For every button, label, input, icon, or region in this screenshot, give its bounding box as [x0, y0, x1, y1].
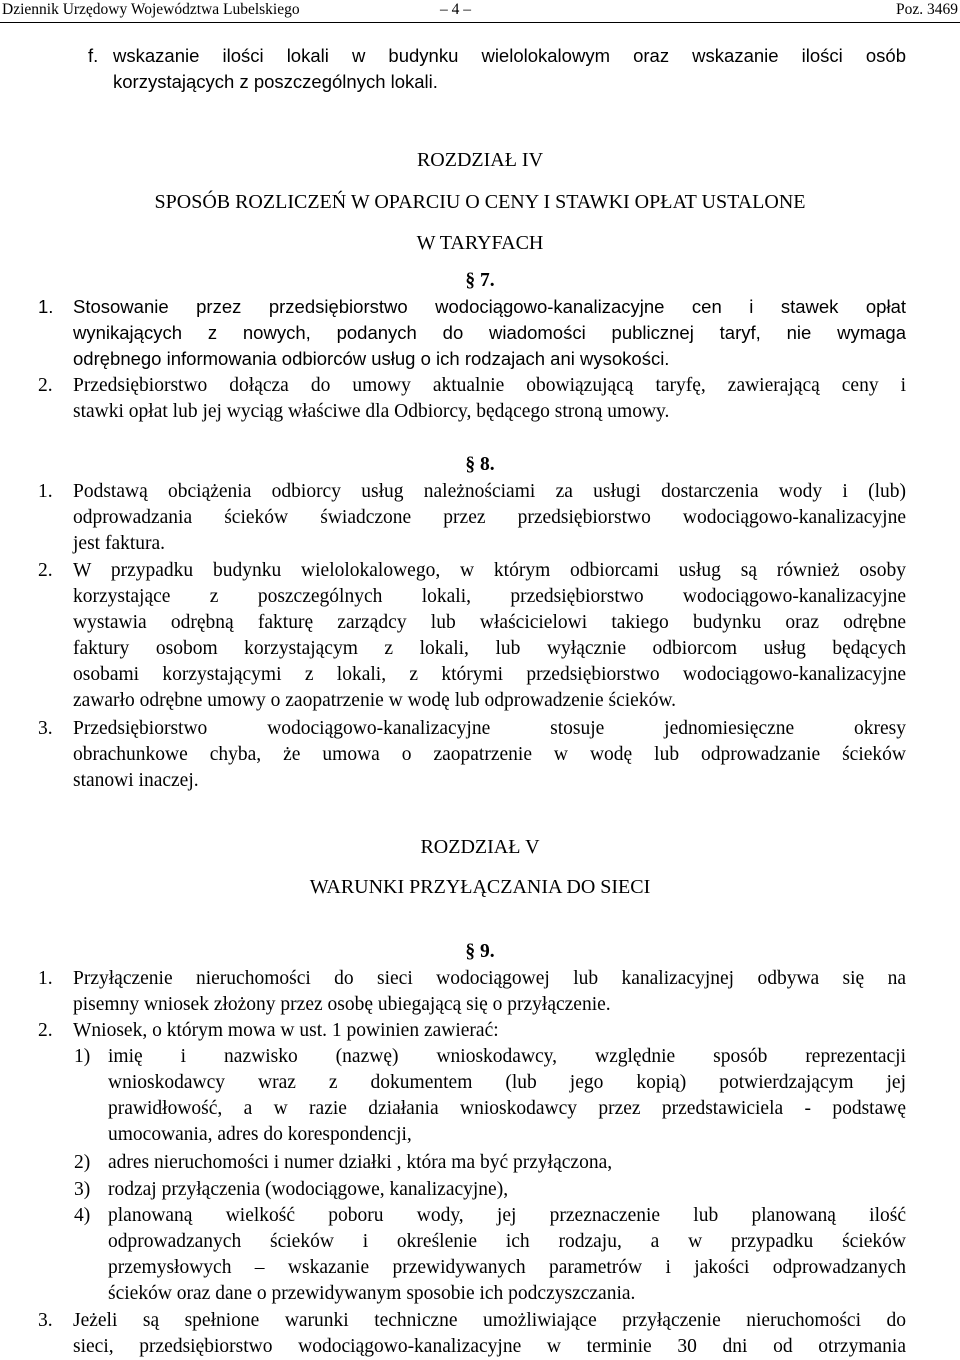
subitem-label: 2)	[74, 1152, 91, 1173]
chapter-5-heading: WARUNKI PRZYŁĄCZANIA DO SIECI	[309, 876, 651, 898]
item-line: Przedsiębiorstwo wodociągowo-kanalizacyjne stosuje jednomiesięczne okresy	[73, 718, 906, 739]
item-line: Przedsiębiorstwo dołącza do umowy aktualnie obowiązującą taryfę, zawierającą ceny i	[73, 375, 906, 396]
item-text	[73, 558, 906, 714]
subitem-line: prawidłowość, a w razie działania wnioskodawcy przez przedstawiciela - podstawę	[108, 1098, 906, 1119]
item-line: zawarło odrębne umowy o zaopatrzenie w wodę lub odprowadzenie ścieków.	[73, 690, 677, 711]
item-line: faktury osobom korzystającym z lokali, lub wyłącznie odbiorcom usług będących	[73, 638, 906, 659]
item-text	[73, 479, 906, 557]
subitem-line: imię i nazwisko (nazwę) wnioskodawcy, względnie sposób reprezentacji	[108, 1046, 906, 1067]
subitem-label: 3)	[74, 1179, 91, 1200]
subitem-label: 1)	[74, 1046, 91, 1067]
subitem-text	[108, 1203, 906, 1307]
page-header	[0, 0, 960, 23]
item-line: Przyłączenie nieruchomości do sieci wodociągowej lub kanalizacyjnej odbywa się na	[73, 968, 906, 989]
journal-name: Dziennik Urzędowy Województwa Lubelskiego	[2, 1, 300, 18]
intro-text	[113, 43, 906, 95]
item-line: W przypadku budynku wielolokalowego, w którym odbiorcami usług są również osoby	[73, 560, 906, 581]
intro-label: f.	[88, 45, 99, 66]
item-line: Jeżeli są spełnione warunki techniczne umożliwiające przyłączenie nieruchomości do	[73, 1310, 906, 1331]
item-label: 2.	[38, 560, 53, 581]
intro-line: korzystających z poszczególnych lokali.	[113, 71, 438, 92]
item-line: Podstawą obciążenia odbiorcy usług należnościami za usługi dostarczenia wody i (lub)	[73, 481, 906, 502]
item-line: wynikających z nowych, podanych do wiadomości publicznej taryf, nie wymaga	[73, 322, 906, 343]
subitem-line: wnioskodawcy wraz z dokumentem (lub jego kopią) potwierdzającym jej	[108, 1072, 906, 1093]
item-label: 2.	[38, 375, 53, 396]
subitem-text	[108, 1177, 906, 1203]
subitem-line: ścieków oraz dane o przewidywanym sposobie ich podczyszczania.	[108, 1283, 636, 1304]
item-text	[73, 1308, 906, 1360]
item-line: Wniosek, o którym mowa w ust. 1 powinien zawierać:	[73, 1020, 499, 1041]
item-line: jest faktura.	[73, 533, 166, 554]
item-text	[73, 1018, 906, 1044]
item-line: pisemny wniosek złożony przez osobę ubiegającą się o przyłączenie.	[73, 994, 611, 1015]
subitem-line: odprowadzanych ścieków i określenie ich rodzaju, a w przypadku ścieków	[108, 1231, 906, 1252]
chapter-4-heading-line1: SPOSÓB ROZLICZEŃ W OPARCIU O CENY I STAWKI OPŁAT USTALONE	[154, 191, 806, 213]
position-number: Poz. 3469	[896, 1, 958, 18]
item-line: odprowadzania ścieków świadczone przez przedsiębiorstwo wodociągowo-kanalizacyjne	[73, 507, 906, 528]
subitem-text	[108, 1044, 906, 1148]
item-line: korzystające z poszczególnych lokali, przedsiębiorstwo wodociągowo-kanalizacyjne	[73, 586, 906, 607]
item-line: osobami korzystającymi z lokali, z którymi przedsiębiorstwo wodociągowo-kanalizacyjne	[73, 664, 906, 685]
subitem-label: 4)	[74, 1205, 91, 1226]
section-7-mark: § 7.	[465, 270, 495, 291]
chapter-4-title: ROZDZIAŁ IV	[416, 149, 544, 171]
section-8-mark: § 8.	[465, 454, 495, 475]
item-label: 3.	[38, 718, 53, 739]
item-label: 1.	[38, 296, 54, 317]
section-9-mark: § 9.	[465, 941, 495, 962]
item-label: 1.	[38, 481, 53, 502]
item-line: odrębnego informowania odbiorców usług o ich rodzajach ani wysokości.	[73, 348, 670, 369]
chapter-5-title: ROZDZIAŁ V	[420, 836, 540, 858]
item-line: Stosowanie przez przedsiębiorstwo wodociągowo-kanalizacyjne cen i stawek opłat	[73, 296, 906, 317]
intro-line: wskazanie ilości lokali w budynku wielolokalowym oraz wskazanie ilości osób	[113, 45, 906, 66]
chapter-4-heading-line2: W TARYFACH	[416, 232, 544, 254]
item-text	[73, 373, 906, 425]
subitem-line: adres nieruchomości i numer działki , która ma być przyłączona,	[108, 1152, 613, 1173]
item-text	[73, 294, 906, 372]
page-number: – 4 –	[440, 1, 471, 18]
subitem-line: przemysłowych – wskazanie przewidywanych parametrów i jakości odprowadzanych	[108, 1257, 906, 1278]
item-label: 3.	[38, 1310, 53, 1331]
item-line: wystawia odrębną fakturę zarządcy lub właścicielowi takiego budynku oraz odrębne	[73, 612, 906, 633]
item-label: 1.	[38, 968, 53, 989]
subitem-text	[108, 1150, 906, 1176]
subitem-line: umocowania, adres do korespondencji,	[108, 1124, 412, 1145]
item-line: stawki opłat lub jej wyciąg właściwe dla Odbiorcy, będącego stroną umowy.	[73, 401, 670, 422]
item-line: obrachunkowe chyba, że umowa o zaopatrzenie w wodę lub odprowadzanie ścieków	[73, 744, 906, 765]
item-label: 2.	[38, 1020, 53, 1041]
item-text	[73, 966, 906, 1018]
item-line: stanowi inaczej.	[73, 770, 199, 791]
item-text	[73, 716, 906, 794]
subitem-line: planowaną wielkość poboru wody, jej przeznaczenie lub planowaną ilość	[108, 1205, 906, 1226]
item-line: sieci, przedsiębiorstwo wodociągowo-kanalizacyjne w terminie 30 dni od otrzymania	[73, 1336, 906, 1357]
subitem-line: rodzaj przyłączenia (wodociągowe, kanalizacyjne),	[108, 1179, 509, 1200]
